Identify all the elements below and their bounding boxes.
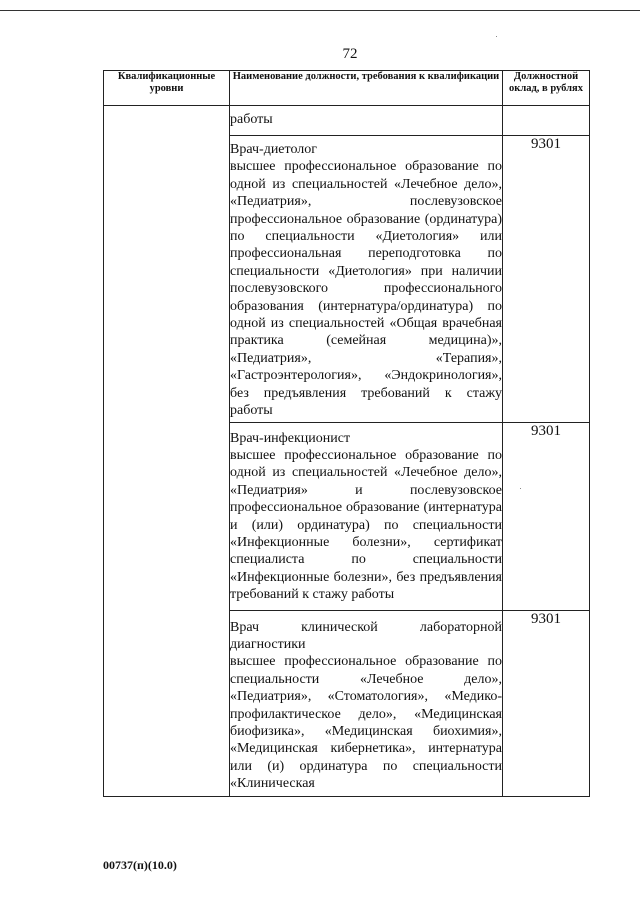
continuation-cell (230, 106, 503, 136)
job-title: Врач-диетолог (230, 142, 318, 157)
table-header-row (104, 71, 590, 106)
salary-value: 9301 (503, 422, 590, 610)
salary-value: 9301 (503, 610, 590, 796)
salary-cell-empty (503, 106, 590, 136)
job-requirements: высшее профессиональное образование по специальности «Лечебное дело», «Педиатрия», «Стоматология», «Медико-профилактическое дело», «Медицинская биофизика», «Медицинская биохимия», «Медицинская кибернетика», интернатура или (и) ординатура по специальности «Клиническая (230, 654, 502, 792)
scan-speck (496, 36, 497, 37)
job-title: Врач клинической лабораторной диагностики (230, 619, 502, 652)
header-levels: Квалификационные уровни (104, 71, 230, 106)
header-position: Наименование должности, требования к квалификации (230, 71, 503, 106)
table-row (104, 106, 590, 136)
position-cell (230, 610, 503, 796)
levels-cell (104, 106, 230, 797)
position-cell (230, 136, 503, 423)
document-code: 00737(п)(10.0) (103, 858, 177, 872)
qualification-table (103, 70, 590, 797)
position-cell (230, 422, 503, 610)
salary-value: 9301 (503, 136, 590, 423)
page-number: 72 (342, 46, 358, 62)
job-requirements: высшее профессиональное образование по одной из специальностей «Лечебное дело», «Педиатрия», послевузовское профессиональное образование (ординатура) по специальности «Диетология» или профессиональная переподготовка по специальности «Диетология» при наличии послевузовского профессионального образования (интернатура/ординатура) по одной из специальностей «Общая врачебная практика (семейная медицина)», «Педиатрия», «Терапия», «Гастроэнтерология», «Эндокринология», без предъявления требований к стажу работы (230, 159, 502, 419)
header-salary: Должностной оклад, в рублях (503, 71, 590, 106)
job-title: Врач-инфекционист (230, 430, 351, 446)
top-rule (0, 10, 640, 11)
job-requirements: высшее профессиональное образование по одной из специальностей «Лечебное дело», «Педиатрия» и послевузовское профессиональное образование (интернатура и (или) ординатура) по специальности «Инфекционные болезни», сертификат специалиста по специальности «Инфекционные болезни», без предъявления требований к стажу работы (230, 447, 502, 603)
continuation-text: работы (230, 112, 273, 127)
